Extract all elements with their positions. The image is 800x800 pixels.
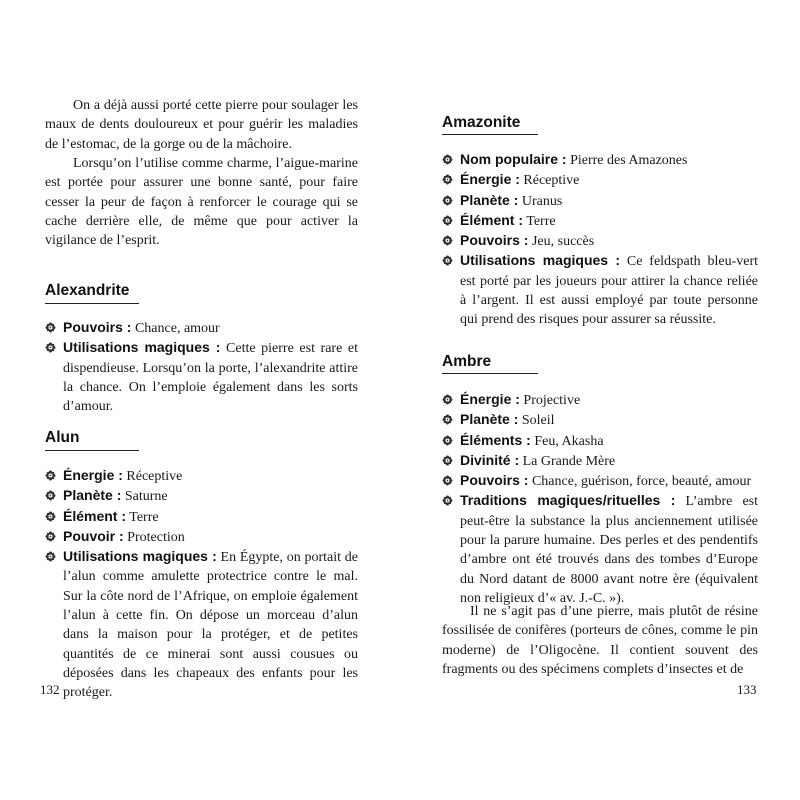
flower-ornament-icon: [45, 511, 56, 522]
property-label: Nom populaire :: [460, 151, 567, 167]
title-underline: [45, 450, 139, 451]
entry-title-alexandrite: Alexandrite: [45, 282, 130, 299]
flower-ornament-icon: [45, 531, 56, 542]
property-label: Pouvoirs :: [460, 472, 529, 489]
list-item: [442, 170, 758, 190]
title-underline: [442, 373, 538, 374]
flower-ornament-icon: [442, 235, 453, 246]
flower-ornament-icon: [45, 322, 56, 333]
flower-ornament-icon: [45, 490, 56, 501]
property-label: Énergie :: [460, 391, 520, 407]
flower-ornament-icon: [45, 470, 56, 481]
property-label: Élément :: [63, 507, 127, 524]
flower-ornament-icon: [442, 215, 453, 226]
flower-ornament-icon: [442, 255, 453, 266]
intro-paragraph-1: On a déjà aussi porté cette pierre pour soulager les maux de dents douloureux et pour guérir les maladies de l’estomac, de la gorge ou de la mâchoire.: [45, 98, 358, 152]
property-value: Terre: [526, 213, 556, 229]
list-item: [442, 491, 758, 608]
list-item: [442, 150, 758, 170]
property-label: Utilisations magiques :: [63, 548, 217, 565]
page-number: 133: [737, 682, 757, 697]
list-item: [442, 191, 758, 211]
list-item: [442, 231, 758, 251]
list-item: [45, 486, 358, 506]
property-label: Traditions magiques/rituelles :: [460, 492, 676, 509]
property-value: Uranus: [521, 193, 563, 209]
property-value: Protection: [127, 529, 185, 545]
list-item: [442, 471, 758, 491]
list-item: [45, 466, 358, 486]
property-value: Terre: [129, 509, 159, 525]
right-page: [400, 0, 800, 800]
property-label: Pouvoir :: [63, 527, 124, 544]
flower-ornament-icon: [442, 414, 453, 425]
title-underline: [442, 134, 538, 135]
property-label: Pouvoirs :: [63, 319, 132, 335]
flower-ornament-icon: [442, 174, 453, 185]
property-label: Planète :: [63, 487, 122, 504]
property-label: Divinité :: [460, 451, 520, 468]
property-value: Pierre des Amazones: [570, 153, 688, 168]
page-number: 132: [40, 682, 60, 697]
flower-ornament-icon: [442, 455, 453, 466]
flower-ornament-icon: [442, 394, 453, 405]
list-item: [45, 507, 358, 527]
property-label: Planète :: [460, 411, 519, 428]
alexandrite-properties: [45, 318, 358, 416]
flower-ornament-icon: [442, 475, 453, 486]
entry-title-amazonite: Amazonite: [442, 114, 521, 131]
title-underline: [45, 303, 139, 304]
flower-ornament-icon: [442, 195, 453, 206]
list-item: [442, 431, 758, 451]
property-value: En Égypte, on portait de l’alun comme amulette protectrice contre le mal. Sur la côte nord de l’Afrique, on emploie également l’alun à cette fin. On dépose un morceau d’alun dans la maison pour la protéger, et de petites quantités de ce minerai sont aussi cousues ou déposées dans les chapeaux des enfants pour les protéger.: [63, 550, 359, 701]
amazonite-properties: [442, 150, 758, 330]
property-value: Feu, Akasha: [534, 433, 604, 449]
property-value: Soleil: [521, 413, 555, 429]
flower-ornament-icon: [442, 435, 453, 446]
alun-properties: [45, 466, 358, 703]
property-value: L’ambre est peut-être la substance la plus anciennement utilisée pour la parure humaine. Des perles et des pendentifs d’ambre ont été trouvés dans des tombes d’Europe du Nord datant de 8000 avant notre ère (équivalent non religieux d’« av. J.-C. »).: [460, 494, 758, 606]
property-value: Jeu, succès: [531, 234, 595, 250]
property-label: Pouvoirs :: [460, 232, 529, 249]
flower-ornament-icon: [45, 342, 56, 353]
list-item: [442, 211, 758, 231]
property-label: Élément :: [460, 211, 524, 228]
list-item: [442, 251, 758, 329]
property-value: Ce feldspath bleu-vert est porté par les joueurs pour attirer la chance reliée à l’argent. Il est aussi employé par toute personne qui prend des risques pour assurer sa réussite.: [460, 254, 759, 328]
entry-title-alun: Alun: [45, 429, 80, 446]
list-item: [45, 318, 358, 338]
property-label: Utilisations magiques :: [460, 252, 620, 269]
intro-paragraph-2: Lorsqu’on l’utilise comme charme, l’aigue-marine est portée pour assurer une bonne santé, pour faire cesser la peur de façon à renforcer le courage qui se cache derrière elle, de même que pour activer la vigilance de l’esprit.: [45, 156, 358, 249]
property-value: Cette pierre est rare et dispendieuse. Lorsqu’on la porte, l’alexandrite attire la chance. On l’emploie également dans les sorts d’amour.: [63, 341, 358, 415]
property-label: Énergie :: [63, 467, 123, 483]
list-item: [442, 451, 758, 471]
flower-ornament-icon: [442, 154, 453, 165]
property-value: Chance, guérison, force, beauté, amour: [531, 474, 752, 490]
list-item: [45, 547, 358, 702]
ambre-properties: [442, 390, 758, 608]
property-label: Planète :: [460, 191, 519, 208]
property-value: Projective: [523, 393, 581, 408]
property-label: Éléments :: [460, 431, 531, 448]
property-value: La Grande Mère: [522, 453, 616, 469]
flower-ornament-icon: [45, 551, 56, 562]
list-item: [442, 410, 758, 430]
flower-ornament-icon: [442, 495, 453, 506]
property-value: Réceptive: [523, 173, 580, 189]
property-value: Saturne: [124, 489, 168, 505]
list-item: [45, 338, 358, 416]
list-item: [45, 527, 358, 547]
property-value: Chance, amour: [134, 321, 220, 336]
ambre-closing-paragraph: Il ne s’agit pas d’une pierre, mais plutôt de résine fossilisée de conifères (porteurs de cônes, comme le pin moderne) de l’Oligocène. Il contient souvent des fragments ou des spécimens complets d’insectes et de: [442, 604, 758, 677]
property-label: Utilisations magiques :: [63, 339, 221, 356]
property-value: Réceptive: [126, 469, 183, 484]
entry-title-ambre: Ambre: [442, 353, 492, 370]
list-item: [442, 390, 758, 410]
property-label: Énergie :: [460, 171, 520, 188]
